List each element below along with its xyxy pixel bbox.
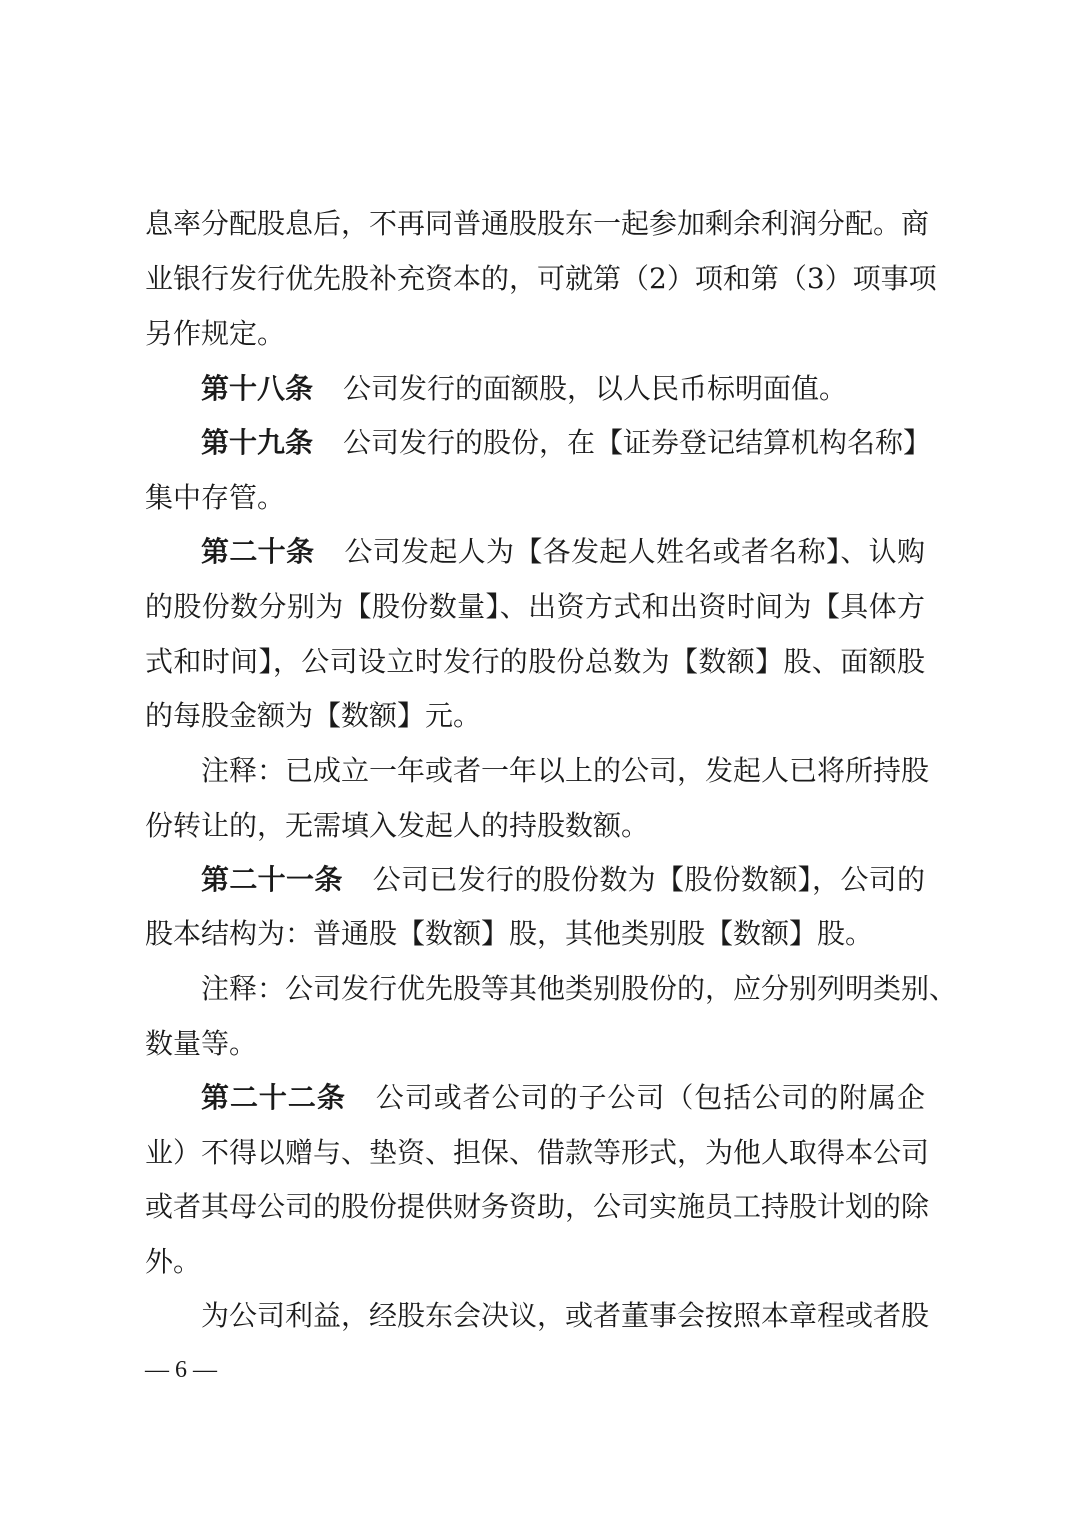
page-number: — 6 — [145,1357,217,1383]
article-text: 公司发行的面额股，以人民币标明面值。 [343,372,848,405]
body-line: 或者其母公司的股份提供财务资助，公司实施员工持股计划的除 [145,1190,930,1223]
note-line: 注释：已成立一年或者一年以上的公司，发起人已将所持股 [201,754,930,787]
article-number: 第十九条 [201,426,314,459]
body-line: 另作规定。 [145,317,286,350]
article-number: 第二十二条 [201,1081,346,1114]
body-line: 为公司利益，经股东会决议，或者董事会按照本章程或者股 [201,1299,930,1332]
body-line: 数量等。 [145,1027,258,1060]
body-line: 外。 [145,1245,202,1278]
article-21 [201,859,925,901]
article-text: 公司发起人为【各发起人姓名或者名称】、认购 [344,535,925,568]
body-line: 的每股金额为【数额】元。 [145,699,482,732]
body-line: 股本结构为：普通股【数额】股，其他类别股【数额】股。 [145,917,874,950]
body-line: 份转让的，无需填入发起人的持股数额。 [145,809,650,842]
body-line: 式和时间】，公司设立时发行的股份总数为【数额】股、面额股 [145,645,925,678]
article-19 [201,422,932,464]
article-number: 第十八条 [201,372,314,405]
body-line: 集中存管。 [145,481,286,514]
body-line: 业银行发行优先股补充资本的，可就第（2）项和第（3）项事项 [145,262,937,295]
article-number: 第二十条 [201,535,315,568]
body-line: 息率分配股息后，不再同普通股股东一起参加剩余利润分配。商 [145,207,930,240]
article-20 [201,531,925,573]
article-text: 公司发行的股份，在【证券登记结算机构名称】 [343,426,932,459]
article-18 [201,368,925,410]
note-line: 注释：公司发行优先股等其他类别股份的，应分别列明类别、 [201,972,958,1005]
article-text: 公司或者公司的子公司（包括公司的附属企 [375,1081,925,1114]
article-text: 公司已发行的股份数为【股份数额】，公司的 [372,863,925,896]
body-line: 的股份数分别为【股份数量】、出资方式和出资时间为【具体方 [145,590,925,623]
article-22 [201,1077,925,1119]
body-line: 业）不得以赠与、垫资、担保、借款等形式，为他人取得本公司 [145,1136,930,1169]
article-number: 第二十一条 [201,863,343,896]
